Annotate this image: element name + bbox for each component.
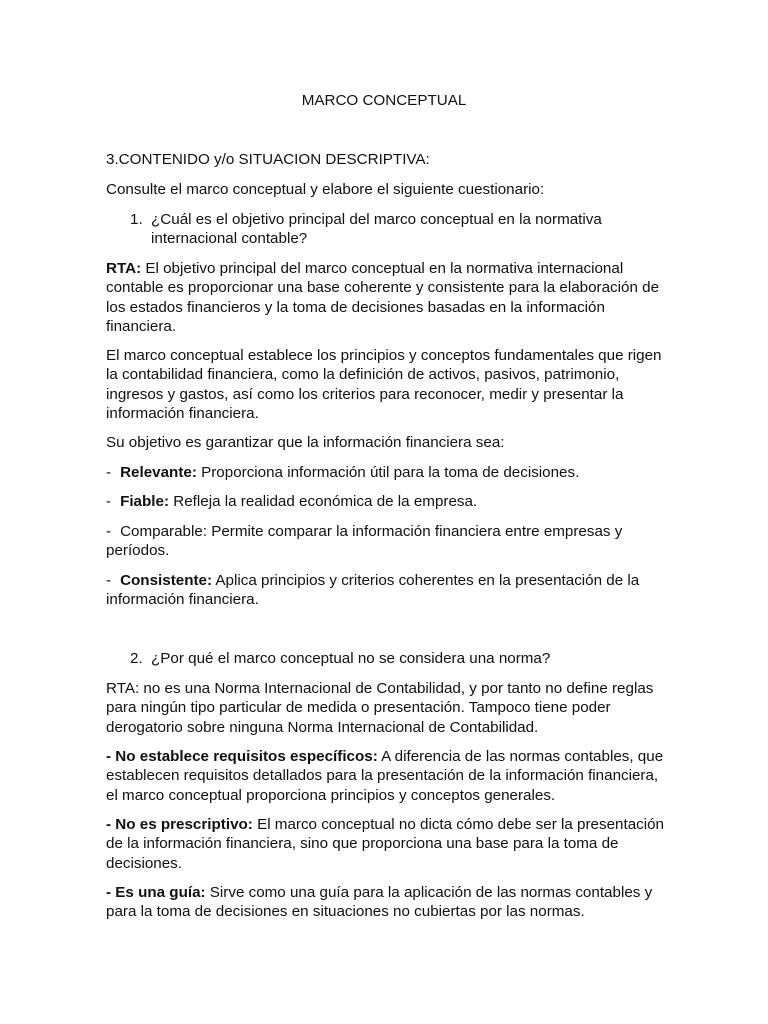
point-text: Sirve como una guía para la aplicación de las normas contables y para la toma de decisiones en situaciones no cubiertas por las normas. [106, 884, 653, 921]
point-guia [106, 883, 664, 922]
dash-marker: - [106, 493, 112, 510]
objective-item-label: Fiable: [120, 493, 170, 510]
answer-2: RTA: no es una Norma Internacional de Contabilidad, y por tanto no define reglas para ningún tipo particular de medida o presentación. Tampoco tiene poder derogatorio sobre ninguna Norma Internacional de Contabilidad. [106, 680, 654, 736]
point-text: A diferencia de las normas contables, que establecen requisitos detallados para la presentación de la información financiera, el marco conceptual proporciona principios y conceptos generales. [106, 748, 664, 804]
objective-item-label: Relevante: [120, 464, 197, 481]
question-2-text: ¿Por qué el marco conceptual no se considera una norma? [151, 650, 551, 667]
dash-marker: - [106, 464, 112, 481]
answer-1-paragraph-3: Su objetivo es garantizar que la información financiera sea: [106, 434, 505, 451]
point-label: - No es prescriptivo: [106, 816, 253, 833]
objective-item-comparable [106, 522, 664, 561]
point-label: - No establece requisitos específicos: [106, 748, 378, 765]
answer-1-label: RTA: [106, 260, 142, 277]
objective-item-consistente [106, 571, 664, 610]
document-title: MARCO CONCEPTUAL [301, 92, 467, 109]
objective-item-relevante [106, 463, 664, 482]
answer-1-paragraph-2: El marco conceptual establece los principios y conceptos fundamentales que rigen la contabilidad financiera, como la definición de activos, pasivos, patrimonio, ingresos y gastos, así como los criterios para reconocer, medir y presentar la información financiera. [106, 347, 662, 423]
point-label: - Es una guía: [106, 884, 206, 901]
question-2-number: 2. [130, 650, 143, 667]
objective-item-label: Consistente: [120, 572, 213, 589]
section-heading: 3.CONTENIDO y/o SITUACION DESCRIPTIVA: [106, 151, 430, 168]
objective-item-fiable [106, 492, 664, 511]
objective-item-text: Refleja la realidad económica de la empresa. [169, 493, 478, 510]
point-prescriptivo [106, 815, 664, 873]
objective-item-text: Proporciona información útil para la toma de decisiones. [196, 464, 580, 481]
instruction-text: Consulte el marco conceptual y elabore el siguiente cuestionario: [106, 181, 545, 198]
question-1-number: 1. [130, 211, 143, 228]
answer-1-text: El objetivo principal del marco conceptual en la normativa internacional contable es proporcionar una base coherente y consistente para la elaboración de los estados financieros y la toma de decisiones basadas en la información financiera. [106, 260, 660, 336]
document-page [106, 0, 666, 1024]
question-1 [106, 210, 664, 249]
point-requisitos [106, 747, 664, 805]
point-text: El marco conceptual no dicta cómo debe ser la presentación de la información financiera, sino que proporciona una base para la toma de decisiones. [106, 816, 664, 872]
dash-marker: - [106, 523, 112, 540]
question-1-text: ¿Cuál es el objetivo principal del marco conceptual en la normativa internacional contable? [151, 211, 602, 248]
objective-item-text: Comparable: Permite comparar la información financiera entre empresas y períodos. [106, 523, 623, 560]
answer-1 [106, 259, 664, 337]
objective-item-text: Aplica principios y criterios coherentes en la presentación de la información financiera. [106, 572, 640, 609]
question-2 [106, 649, 664, 668]
dash-marker: - [106, 572, 112, 589]
